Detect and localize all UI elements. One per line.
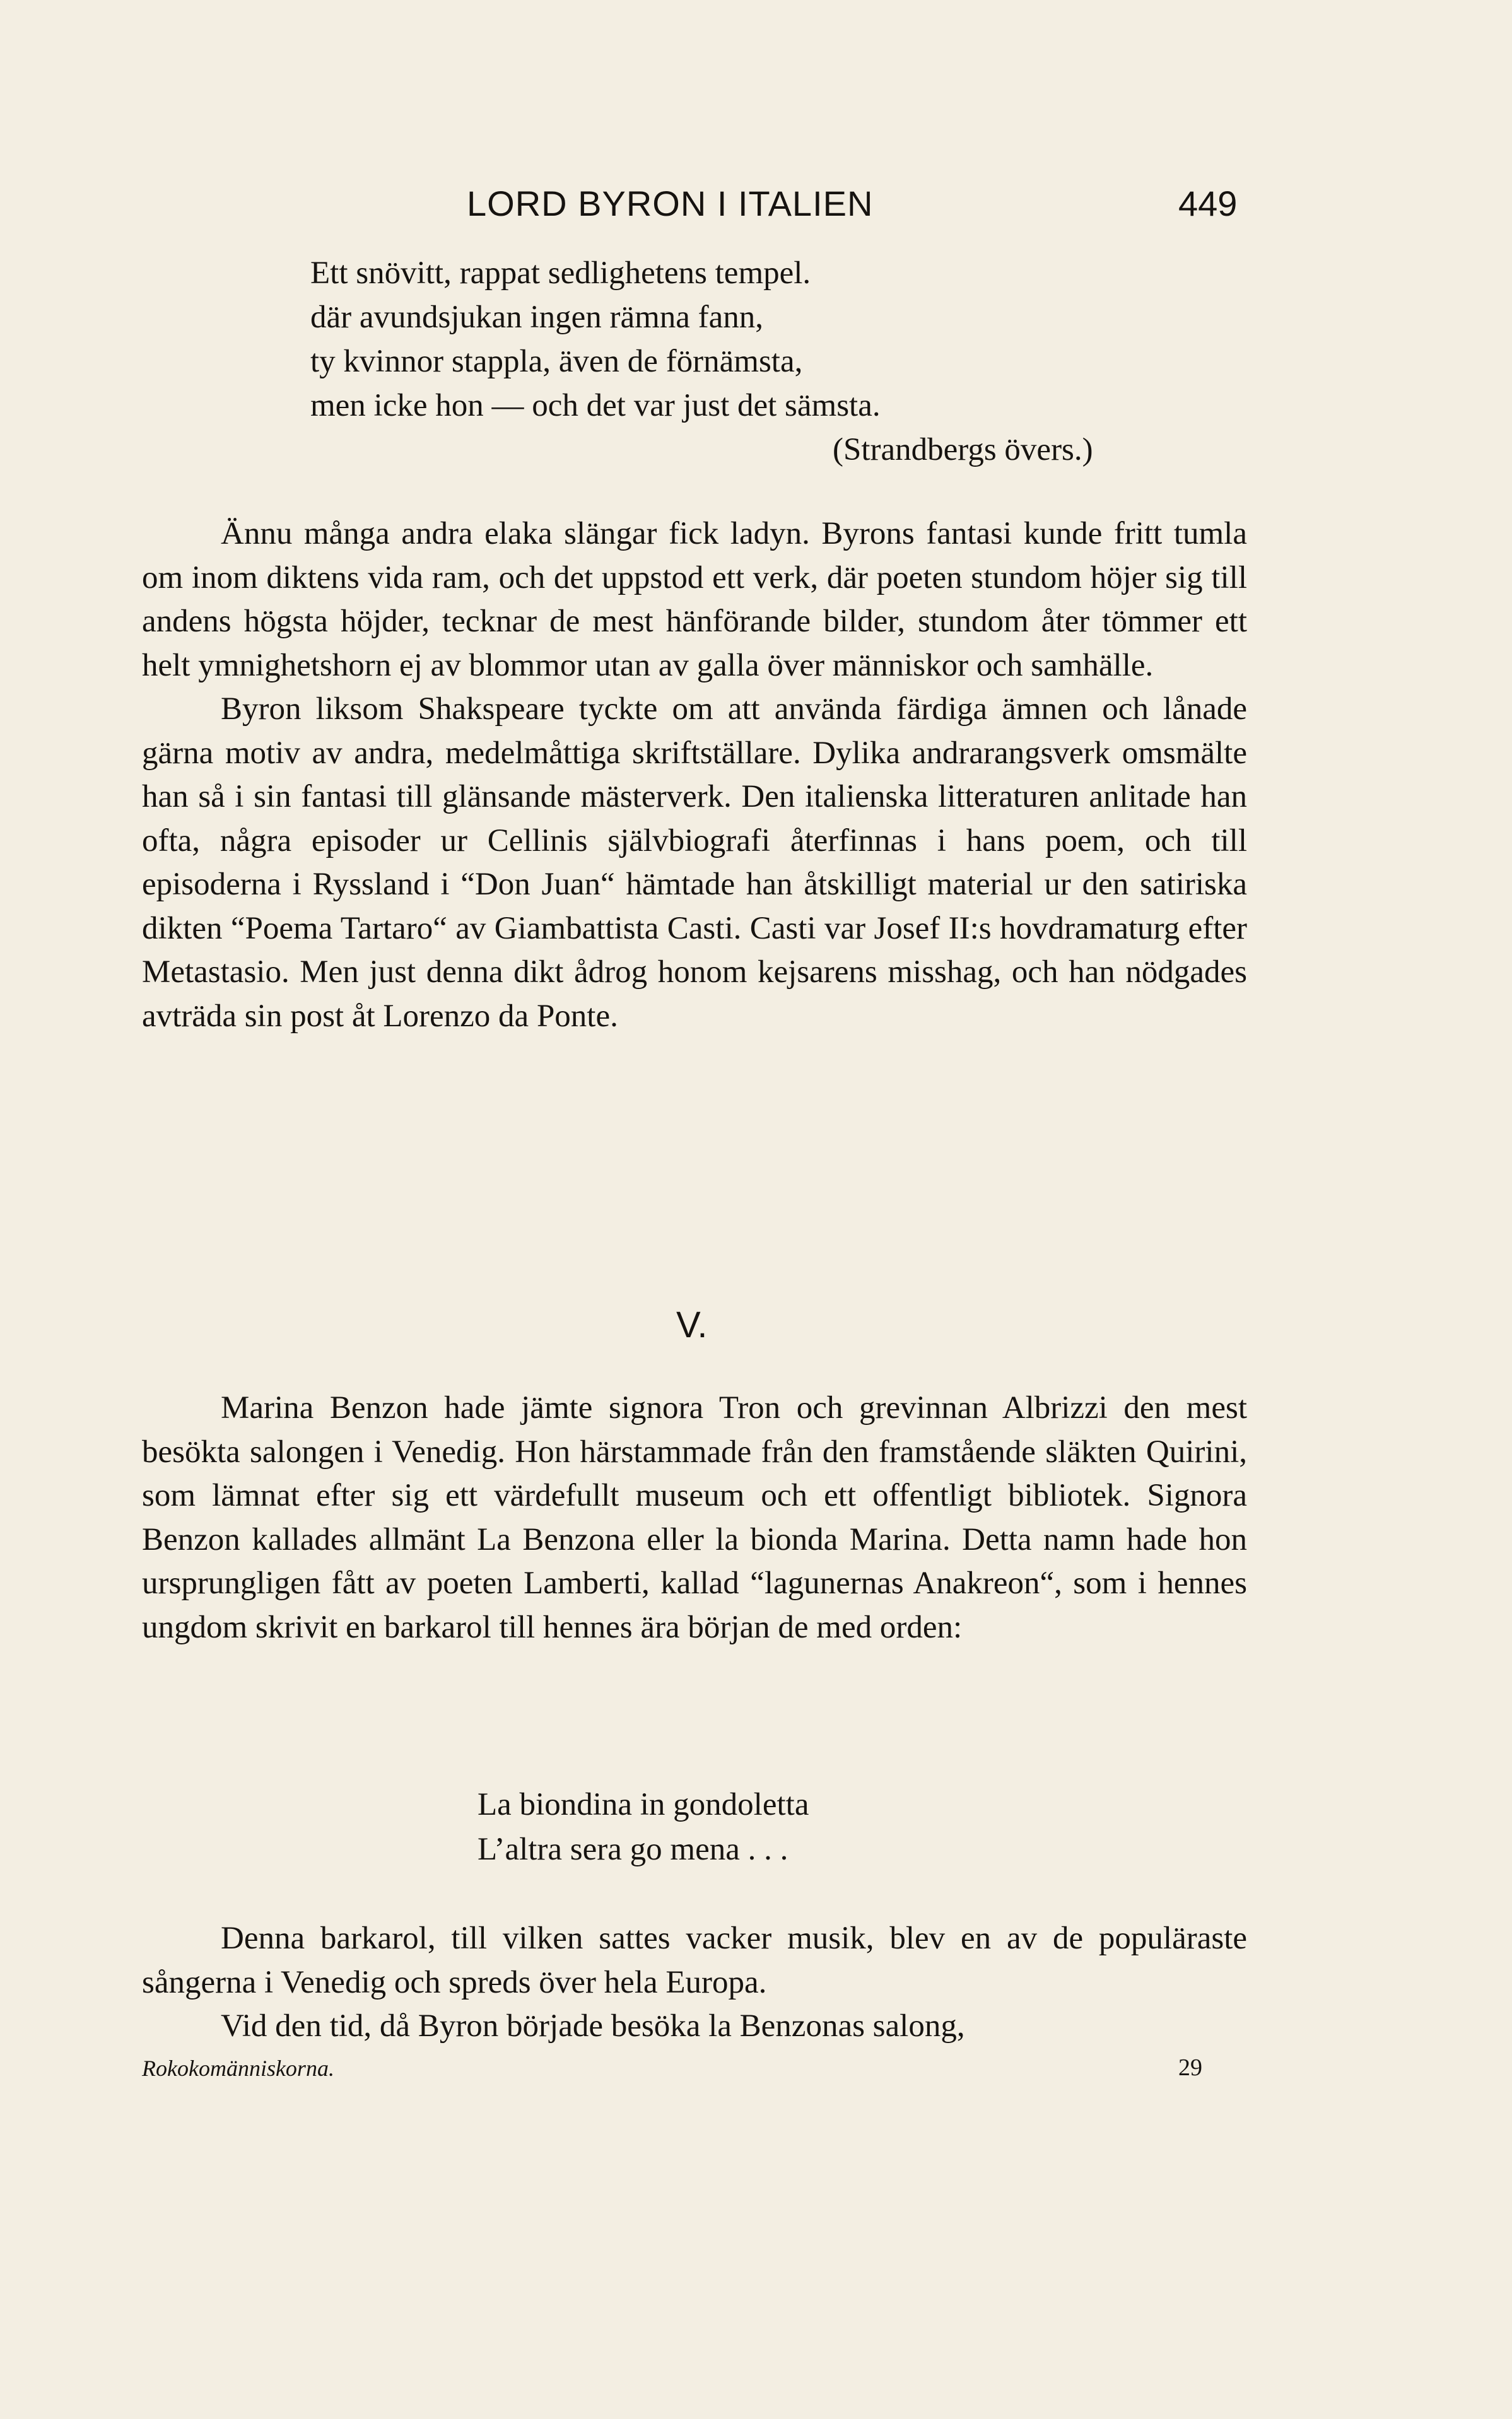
paragraph: Marina Benzon hade jämte signora Tron och grevinnan Albrizzi den mest besökta salongen i Venedig. Hon härstammade från den framstående släkten Quirini, som lämnat efter sig ett värdefullt museum och ett offentligt bibliotek. Signora Benzon kallades allmänt La Benzona eller la bionda Marina. Detta namn hade hon ursprungligen fått av poeten Lamberti, kallad “lagunernas Anakreon“, som i hennes ungdom skrivit en barkarol till hennes ära början de med orden: [142, 1390, 1247, 1645]
section-heading: V. [676, 1304, 708, 1345]
verse-stanza [310, 251, 1130, 472]
text-block-1 [142, 512, 1247, 1038]
verse-line: där avundsjukan ingen rämna fann, [310, 300, 764, 335]
verse-line: ty kvinnor stappla, även de förnämsta, [310, 344, 803, 379]
paragraph: Denna barkarol, till vilken sattes vacker musik, blev en av de populäraste sångerna i Venedig och spreds över hela Europa. [142, 1921, 1247, 2000]
quote-line: L’altra sera go mena . . . [478, 1832, 788, 1867]
paragraph: Byron liksom Shakspeare tyckte om att använda färdiga ämnen och lånade gärna motiv av andra, medelmåttiga skriftställare. Dylika andrarangsverk omsmälte han så i sin fantasi till glänsande mästerverk. Den italienska litteraturen anlitade han ofta, några episoder ur Cellinis självbiografi återfinnas i hans poem, och till episoderna i Ryssland i “Don Juan“ hämtade han åtskilligt material ur den satiriska dikten “Poema Tartaro“ av Giambattista Casti. Casti var Josef II:s hovdramaturg efter Metastasio. Men just denna dikt ådrog honom kejsarens misshag, och han nödgades avträda sin post åt Lorenzo da Ponte. [142, 691, 1247, 1034]
translation-credit: (Strandbergs övers.) [833, 432, 1093, 467]
page-number: 449 [1178, 184, 1238, 223]
quoted-verse [478, 1783, 809, 1872]
text-block-2 [142, 1386, 1247, 1649]
sheet-number: 29 [1178, 2054, 1202, 2081]
paragraph: Vid den tid, då Byron började besöka la Benzonas salong, [221, 2008, 965, 2044]
paragraph: Ännu många andra elaka slängar fick ladyn. Byrons fantasi kunde fritt tumla om inom diktens vida ram, och det uppstod ett verk, där poeten stundom höjer sig till andens högsta höjder, tecknar de mest hänförande bilder, stundom åter tömmer ett helt ymnighetshorn ej av blommor utan av galla över människor och samhälle. [142, 516, 1247, 683]
verse-line: men icke hon — och det var just det sämsta. [310, 388, 881, 423]
verse-line: Ett snövitt, rappat sedlighetens tempel. [310, 255, 811, 291]
signature-mark: Rokokomänniskorna. [142, 2056, 334, 2081]
quote-line: La biondina in gondoletta [478, 1787, 809, 1822]
text-block-3 [142, 1917, 1247, 2049]
running-header: LORD BYRON I ITALIEN [467, 184, 874, 223]
